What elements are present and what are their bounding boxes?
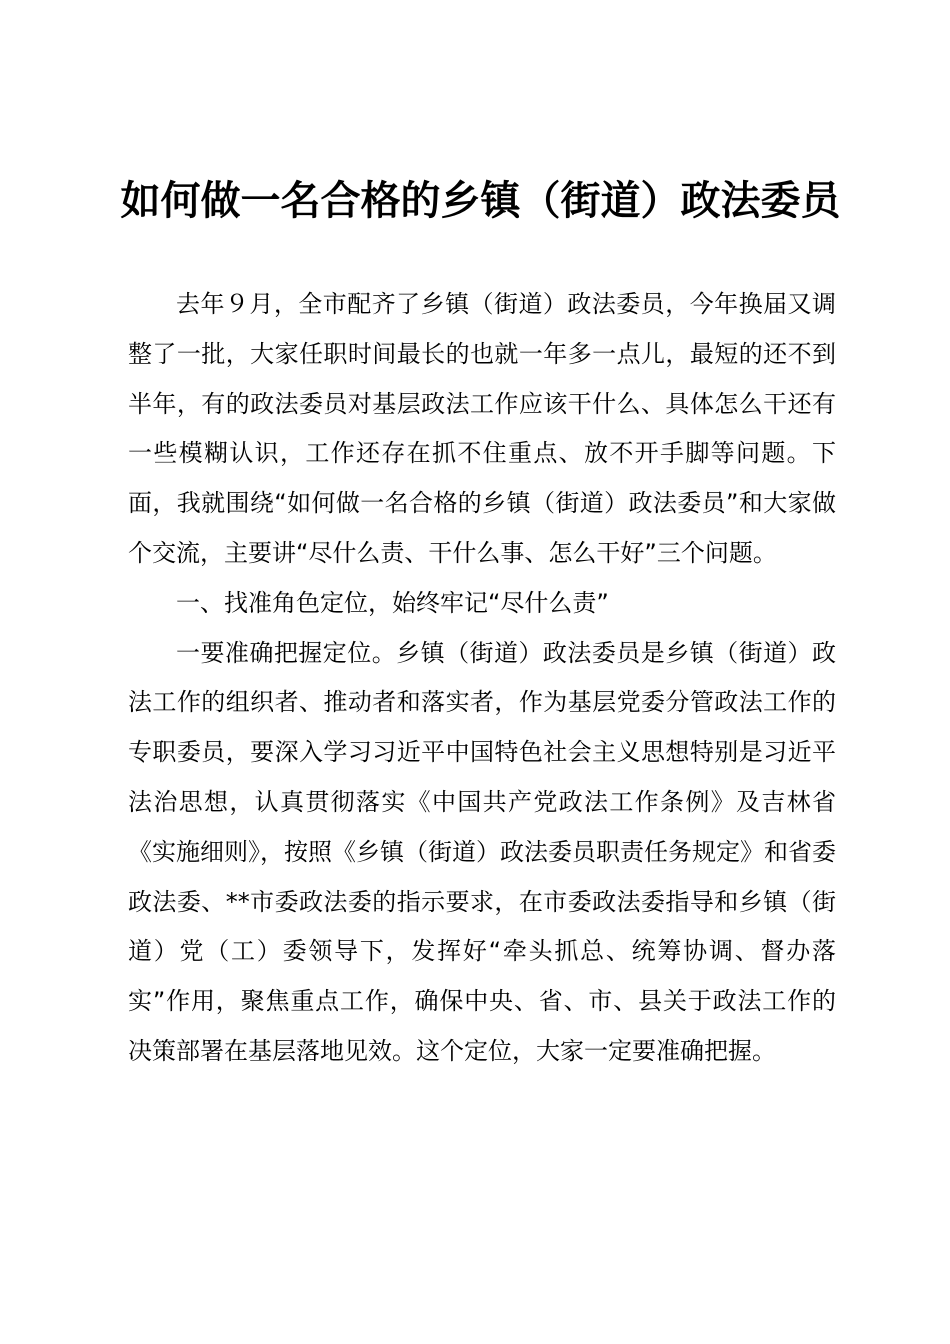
section-heading-1: 一、找准角色定位，始终牢记“尽什么责”: [176, 588, 609, 617]
document-title: 如何做一名合格的乡镇（街道）政法委员: [120, 178, 841, 224]
document-body: [128, 280, 836, 1077]
paragraph-intro: 去年９月，全市配齐了乡镇（街道）政法委员，今年换届又调整了一批，大家任职时间最长的也就一年多一点儿，最短的还不到半年，有的政法委员对基层政法工作应该干什么、具体怎么干还有一些模糊认识，工作还存在抓不住重点、放不开手脚等问题。下面，我就围绕“如何做一名合格的乡镇（街道）政法委员”和大家做个交流，主要讲“尽什么责、干什么事、怎么干好”三个问题。: [128, 290, 836, 567]
paragraph-positioning: 一要准确把握定位。乡镇（街道）政法委员是乡镇（街道）政法工作的组织者、推动者和落实者，作为基层党委分管政法工作的专职委员，要深入学习习近平中国特色社会主义思想特别是习近平法治思想，认真贯彻落实《中国共产党政法工作条例》及吉林省《实施细则》，按照《乡镇（街道）政法委员职责任务规定》和省委政法委、**市委政法委的指示要求，在市委政法委指导和乡镇（街道）党（工）委领导下，发挥好“牵头抓总、统筹协调、督办落实”作用，聚焦重点工作，确保中央、省、市、县关于政法工作的决策部署在基层落地见效。这个定位，大家一定要准确把握。: [128, 638, 836, 1065]
